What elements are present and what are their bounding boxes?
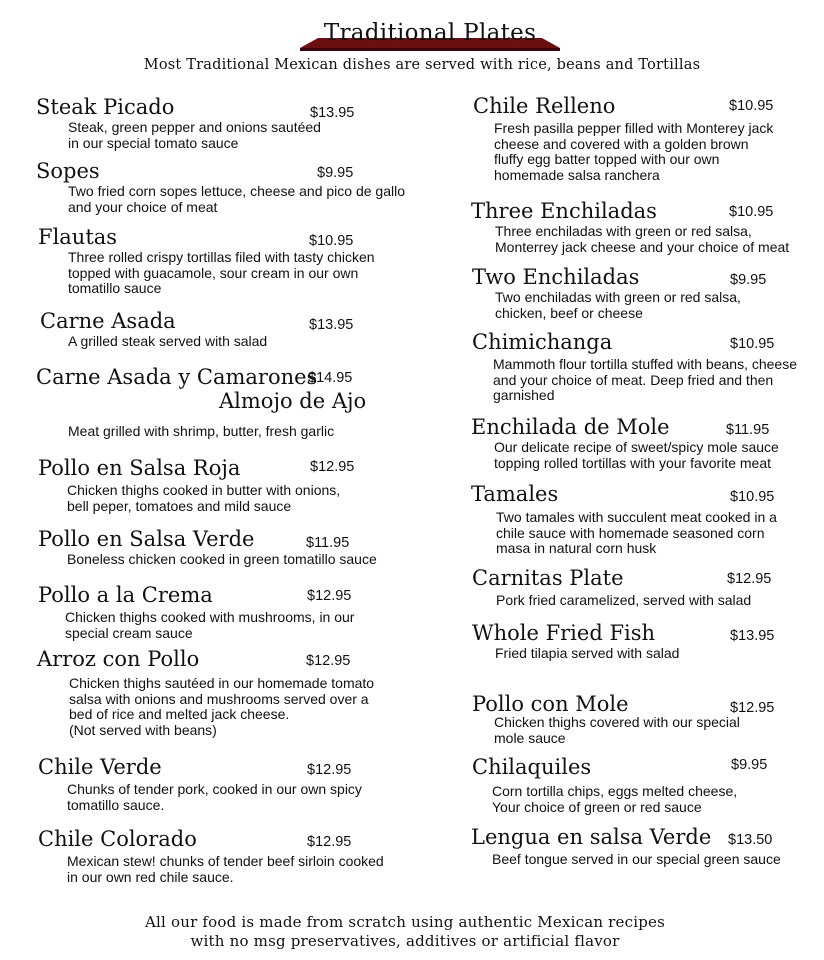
- item-price: $10.95: [729, 98, 774, 114]
- item-name: Pollo con Mole: [472, 692, 629, 716]
- menu-item: [472, 755, 768, 815]
- item-price: $13.95: [310, 105, 355, 121]
- item-price: $13.95: [730, 628, 775, 644]
- item-description: Chicken thighs covered with our special mole sauce: [494, 714, 740, 746]
- item-description: Boneless chicken cooked in green tomatillo sauce: [67, 551, 377, 567]
- item-description: Mexican stew! chunks of tender beef sirloin cooked in our own red chile sauce.: [67, 853, 384, 885]
- item-description: Chunks of tender pork, cooked in our own spicy tomatillo sauce.: [67, 781, 362, 813]
- item-name: Tamales: [471, 482, 559, 506]
- menu-title: Traditional Plates: [323, 20, 537, 46]
- menu-item: [40, 309, 354, 350]
- menu-item: [472, 331, 797, 404]
- menu-item: [471, 416, 779, 471]
- item-description: Two fried corn sopes lettuce, cheese and pico de gallo and your choice of meat: [68, 183, 405, 215]
- title-banner: [300, 14, 560, 54]
- menu-item: [36, 160, 405, 215]
- item-name: Two Enchiladas: [472, 265, 640, 289]
- item-description: Fresh pasilla pepper filled with Monterey jack cheese and covered with a golden brown fluffy egg batter topped with our own homemade salsa ranchera: [494, 120, 774, 183]
- item-name: Chile Colorado: [38, 827, 197, 851]
- menu-footer-note: All our food is made from scratch using authentic Mexican recipes with no msg preservatives, additives or artificial flavor: [145, 913, 665, 950]
- item-name: Enchilada de Mole: [471, 415, 670, 439]
- menu-item: [38, 226, 375, 297]
- item-price: $13.95: [309, 317, 354, 333]
- menu-item: [38, 584, 354, 641]
- item-description: Two tamales with succulent meat cooked in a chile sauce with homemade seasoned corn masa in natural corn husk: [496, 509, 777, 556]
- menu-item: [472, 265, 767, 321]
- item-description: Chicken thighs cooked with mushrooms, in our special cream sauce: [65, 609, 355, 641]
- item-price: $11.95: [726, 422, 770, 438]
- item-price: $10.95: [730, 336, 775, 352]
- item-name: Pollo a la Crema: [38, 583, 213, 607]
- menu-item: [38, 528, 377, 568]
- item-description: Mammoth flour tortilla stuffed with beans, cheese and your choice of meat. Deep fried and then garnished: [493, 356, 798, 403]
- item-description: Chicken thighs sautéed in our homemade tomato salsa with onions and mushrooms served over a bed of rice and melted jack cheese. (Not served with beans): [69, 675, 375, 738]
- item-name-line2: Almojo de Ajo: [219, 389, 367, 413]
- item-name: Lengua en salsa Verde: [471, 825, 712, 849]
- item-description: Meat grilled with shrimp, butter, fresh garlic: [68, 423, 335, 439]
- menu-item: [471, 826, 781, 868]
- item-description: Two enchiladas with green or red salsa, chicken, beef or cheese: [495, 289, 741, 321]
- menu-item: [36, 95, 355, 151]
- item-price: $10.95: [309, 233, 354, 249]
- item-price: $12.95: [307, 834, 352, 850]
- menu-item: [38, 828, 384, 885]
- item-name: Three Enchiladas: [471, 199, 657, 223]
- menu-item: [36, 366, 366, 440]
- menu-item: [38, 756, 362, 813]
- item-price: $10.95: [729, 204, 774, 220]
- item-name: Arroz con Pollo: [37, 647, 200, 671]
- menu-item: [472, 692, 775, 746]
- item-price: $12.95: [730, 700, 775, 716]
- item-name: Chile Verde: [38, 755, 162, 779]
- item-price: $12.95: [307, 588, 352, 604]
- menu-item: [471, 483, 777, 557]
- item-name: Whole Fried Fish: [472, 621, 656, 645]
- item-price: $9.95: [731, 757, 768, 773]
- item-description: Beef tongue served in our special green sauce: [492, 851, 781, 867]
- item-description: Fried tilapia served with salad: [495, 645, 680, 661]
- item-name: Pollo en Salsa Roja: [38, 456, 241, 480]
- item-price: $13.50: [728, 832, 773, 848]
- item-name: Carnitas Plate: [472, 566, 624, 590]
- menu-item: [471, 200, 789, 255]
- item-name: Pollo en Salsa Verde: [38, 527, 255, 551]
- item-price: $12.95: [307, 762, 352, 778]
- item-price: $10.95: [730, 489, 775, 505]
- menu-item: [37, 648, 374, 738]
- menu-item: [473, 95, 773, 183]
- item-price: $12.95: [310, 459, 355, 475]
- menu-subtitle: Most Traditional Mexican dishes are served with rice, beans and Tortillas: [143, 57, 701, 73]
- item-name: Carne Asada y Camarones: [36, 365, 318, 389]
- item-name: Chile Relleno: [473, 94, 616, 118]
- item-description: Our delicate recipe of sweet/spicy mole sauce topping rolled tortillas with your favorite meat: [494, 439, 779, 471]
- menu-header: [0, 0, 824, 90]
- menu-item: [472, 621, 775, 662]
- item-name: Carne Asada: [40, 309, 176, 333]
- item-name: Steak Picado: [36, 95, 175, 119]
- item-price: $12.95: [306, 653, 351, 669]
- item-price: $14.95: [308, 370, 353, 386]
- item-name: Flautas: [38, 225, 118, 249]
- item-description: Three enchiladas with green or red salsa, Monterrey jack cheese and your choice of meat: [495, 223, 790, 255]
- item-price: $9.95: [317, 165, 354, 181]
- item-name: Sopes: [36, 159, 100, 183]
- item-description: Pork fried caramelized, served with salad: [496, 592, 752, 608]
- item-description: Steak, green pepper and onions sautéed in our special tomato sauce: [68, 119, 321, 151]
- item-name: Chimichanga: [472, 330, 613, 354]
- item-description: Chicken thighs cooked in butter with onions, bell peper, tomatoes and mild sauce: [67, 482, 341, 514]
- menu-item: [472, 566, 772, 609]
- item-price: $12.95: [727, 571, 772, 587]
- menu-item: [38, 456, 355, 514]
- item-description: A grilled steak served with salad: [68, 333, 268, 349]
- item-description: Three rolled crispy tortillas filed with tasty chicken topped with guacamole, sour cream in our own tomatillo sauce: [68, 249, 375, 296]
- item-description: Corn tortilla chips, eggs melted cheese, Your choice of green or red sauce: [492, 783, 738, 815]
- item-price: $11.95: [306, 535, 350, 551]
- item-price: $9.95: [730, 272, 767, 288]
- item-name: Chilaquiles: [472, 755, 592, 779]
